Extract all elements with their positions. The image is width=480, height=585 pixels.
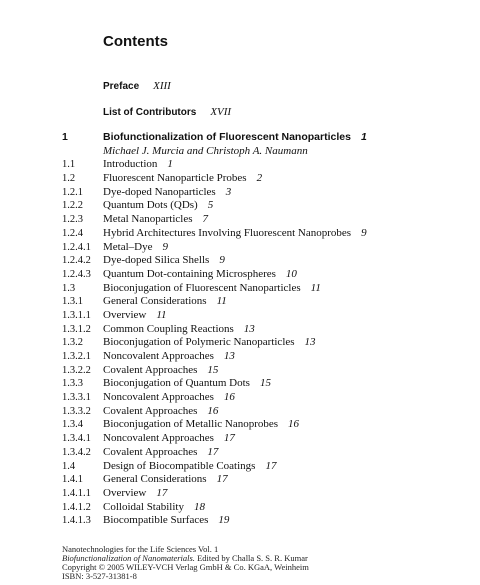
- toc-title: [103, 158, 173, 172]
- toc-entry: [0, 405, 480, 419]
- toc-title: [103, 364, 218, 378]
- toc-page: 9: [162, 240, 168, 253]
- toc-number: 1: [62, 131, 68, 143]
- toc-title-text: Hybrid Architectures Involving Fluorescent Nanoprobes: [103, 226, 352, 239]
- toc-title-text: Quantum Dots (QDs): [103, 199, 198, 212]
- toc-entry: [0, 199, 480, 213]
- toc-page: 17: [265, 459, 277, 472]
- toc-title: [103, 336, 316, 350]
- toc-page: 17: [156, 486, 168, 499]
- toc-number: 1.2.1: [62, 186, 83, 198]
- toc-title: [103, 145, 308, 159]
- toc-title-text: Fluorescent Nanoparticle Probes: [103, 172, 247, 185]
- toc-title: [103, 309, 167, 323]
- toc-entry: [0, 282, 480, 296]
- toc-title: [103, 487, 167, 501]
- toc-page: 11: [310, 281, 321, 294]
- toc-number: 1.3.1.1: [62, 309, 91, 321]
- front-page: XVII: [210, 106, 232, 118]
- toc-number: 1.2.2: [62, 200, 83, 212]
- toc-title-text: Covalent Approaches: [103, 445, 198, 458]
- toc-title-text: Metal Nanoparticles: [103, 213, 193, 226]
- toc-number: 1.2.3: [62, 214, 83, 226]
- toc-title: [103, 186, 231, 200]
- front-label: Preface: [103, 81, 140, 92]
- toc-number: 1.4.1.2: [62, 501, 91, 513]
- toc-title: [103, 268, 297, 282]
- toc-title-text: Bioconjugation of Metallic Nanoprobes: [103, 418, 279, 431]
- toc-entry: [0, 158, 480, 172]
- toc-title: [103, 460, 276, 474]
- toc-title-text: Metal–Dye: [103, 240, 153, 253]
- toc-number: 1.3.4.1: [62, 433, 91, 445]
- toc-number: 1.3.2: [62, 337, 83, 349]
- toc-page: 11: [216, 295, 227, 308]
- toc-list: [0, 131, 480, 528]
- toc-title-text: Covalent Approaches: [103, 404, 198, 417]
- toc-entry: [0, 418, 480, 432]
- toc-page: 1: [167, 158, 173, 171]
- toc-page: 17: [216, 473, 228, 486]
- toc-page: 9: [361, 226, 367, 239]
- toc-number: 1.1: [62, 159, 76, 171]
- toc-number: 1.3.2.1: [62, 351, 91, 362]
- toc-title: [103, 241, 168, 255]
- toc-page: 13: [304, 336, 316, 349]
- toc-page: 9: [219, 254, 225, 267]
- toc-number: 1.2.4.2: [62, 255, 91, 267]
- page-title: Contents: [103, 33, 168, 50]
- toc-page: 19: [218, 514, 230, 527]
- toc-number: 1.4.1.3: [62, 515, 91, 527]
- toc-number: 1.3.1.2: [62, 323, 91, 335]
- toc-page: 13: [223, 350, 235, 362]
- toc-title: [103, 213, 208, 227]
- toc-page: 17: [223, 432, 235, 445]
- toc-page: 17: [207, 445, 219, 458]
- toc-title: [103, 501, 205, 515]
- toc-number: 1.2: [62, 173, 76, 185]
- toc-title-text: Covalent Approaches: [103, 363, 198, 376]
- toc-page: 10: [285, 267, 297, 280]
- toc-number: 1.4.1: [62, 474, 83, 486]
- toc-title: [103, 172, 262, 186]
- footer-editor: Edited by Challa S. S. R. Kumar: [194, 552, 308, 563]
- toc-entry: [0, 473, 480, 487]
- toc-number: 1.2.4: [62, 227, 83, 239]
- toc-entry: [0, 446, 480, 460]
- toc-number: 1.3.4: [62, 419, 83, 431]
- toc-number: 1.3.1: [62, 296, 83, 308]
- toc-entry: [0, 213, 480, 227]
- toc-title-text: Biofunctionalization of Fluorescent Nanoparticles: [103, 131, 351, 143]
- toc-title-text: Noncovalent Approaches: [103, 391, 214, 404]
- toc-title-text: Noncovalent Approaches: [103, 432, 214, 445]
- footer-book-title: Biofunctionalization of Nanomaterials.: [62, 552, 195, 563]
- toc-title-text: General Considerations: [103, 473, 207, 486]
- toc-title-text: Bioconjugation of Quantum Dots: [103, 377, 250, 390]
- toc-title-text: Overview: [103, 486, 147, 499]
- toc-title: [103, 514, 229, 528]
- toc-title-text: Quantum Dot-containing Microspheres: [103, 267, 276, 280]
- toc-title: [103, 282, 321, 296]
- toc-title: [103, 391, 235, 405]
- toc-title: [103, 446, 218, 460]
- toc-entry: [0, 172, 480, 186]
- toc-entry: [0, 336, 480, 350]
- footer-isbn: ISBN: 3-527-31381-8: [62, 570, 137, 581]
- toc-authors: [0, 145, 480, 159]
- toc-title: [103, 199, 213, 213]
- toc-title: [103, 350, 235, 364]
- toc-page: 3: [225, 185, 232, 198]
- preface-entry: [103, 80, 171, 92]
- toc-page: 16: [223, 391, 235, 404]
- toc-page: 13: [243, 322, 255, 335]
- toc-title-text: Michael J. Murcia and Christoph A. Naumann: [103, 144, 308, 157]
- toc-number: 1.3: [62, 282, 76, 294]
- toc-page: 7: [202, 213, 208, 226]
- toc-entry: [0, 186, 480, 200]
- toc-page: 18: [193, 500, 205, 513]
- toc-page: 16: [288, 418, 300, 431]
- toc-entry: [0, 227, 480, 241]
- toc-entry: [0, 241, 480, 255]
- toc-title-text: Biocompatible Surfaces: [103, 514, 209, 527]
- toc-number: 1.2.4.1: [62, 241, 91, 253]
- toc-title-text: Dye-doped Nanoparticles: [103, 185, 216, 198]
- toc-number: 1.3.4.2: [62, 446, 91, 458]
- toc-entry: [0, 514, 480, 528]
- front-page: XIII: [153, 80, 171, 92]
- toc-entry: [0, 377, 480, 391]
- toc-title: [103, 227, 367, 241]
- toc-page: 2: [256, 172, 263, 185]
- toc-entry: [0, 350, 480, 364]
- toc-page: 11: [156, 308, 167, 321]
- toc-title-text: Bioconjugation of Polymeric Nanoparticles: [103, 336, 295, 349]
- toc-page: 15: [207, 363, 219, 376]
- toc-title-text: Dye-doped Silica Shells: [103, 254, 210, 267]
- toc-title: [103, 432, 235, 446]
- contributors-entry: [103, 106, 231, 118]
- toc-entry: [0, 268, 480, 282]
- toc-title-text: Introduction: [103, 158, 158, 171]
- toc-title: [103, 254, 225, 268]
- footer-series: Nanotechnologies for the Life Sciences Vol. 1: [62, 544, 219, 554]
- footer-copyright: Copyright © 2005 WILEY-VCH Verlag GmbH & Co. KGaA, Weinheim: [62, 561, 309, 572]
- toc-title-text: Noncovalent Approaches: [103, 350, 214, 362]
- toc-title: [103, 405, 218, 419]
- toc-page: 5: [207, 199, 214, 212]
- toc-number: 1.3.3: [62, 378, 83, 390]
- toc-title: [103, 295, 227, 309]
- toc-number: 1.3.3.1: [62, 392, 91, 404]
- toc-title: [103, 473, 228, 487]
- toc-entry: [0, 432, 480, 446]
- toc-entry: [0, 254, 480, 268]
- toc-number: 1.3.3.2: [62, 405, 91, 417]
- toc-entry: [0, 460, 480, 474]
- toc-title-text: Design of Biocompatible Coatings: [103, 459, 256, 472]
- toc-title: [103, 131, 367, 145]
- toc-number: 1.4.1.1: [62, 487, 91, 499]
- toc-entry: [0, 295, 480, 309]
- toc-entry: [0, 323, 480, 337]
- toc-page: 16: [207, 404, 219, 417]
- toc-title: [103, 323, 255, 337]
- toc-title-text: Common Coupling Reactions: [103, 322, 234, 335]
- toc-entry: [0, 364, 480, 378]
- footer: [62, 545, 309, 581]
- toc-entry: [0, 487, 480, 501]
- toc-number: 1.2.4.3: [62, 268, 91, 280]
- toc-title: [103, 377, 271, 391]
- toc-title: [103, 418, 299, 432]
- toc-entry: [0, 501, 480, 515]
- front-label: List of Contributors: [103, 107, 197, 118]
- toc-page: 15: [259, 377, 271, 390]
- toc-title-text: Overview: [103, 308, 147, 321]
- toc-title-text: General Considerations: [103, 295, 207, 308]
- toc-title-text: Bioconjugation of Fluorescent Nanoparticles: [103, 281, 301, 294]
- toc-number: 1.3.2.2: [62, 364, 91, 376]
- toc-page: 1: [360, 131, 367, 143]
- toc-chapter: [0, 131, 480, 145]
- toc-entry: [0, 391, 480, 405]
- toc-entry: [0, 309, 480, 323]
- toc-title-text: Colloidal Stability: [103, 500, 184, 513]
- toc-number: 1.4: [62, 460, 76, 472]
